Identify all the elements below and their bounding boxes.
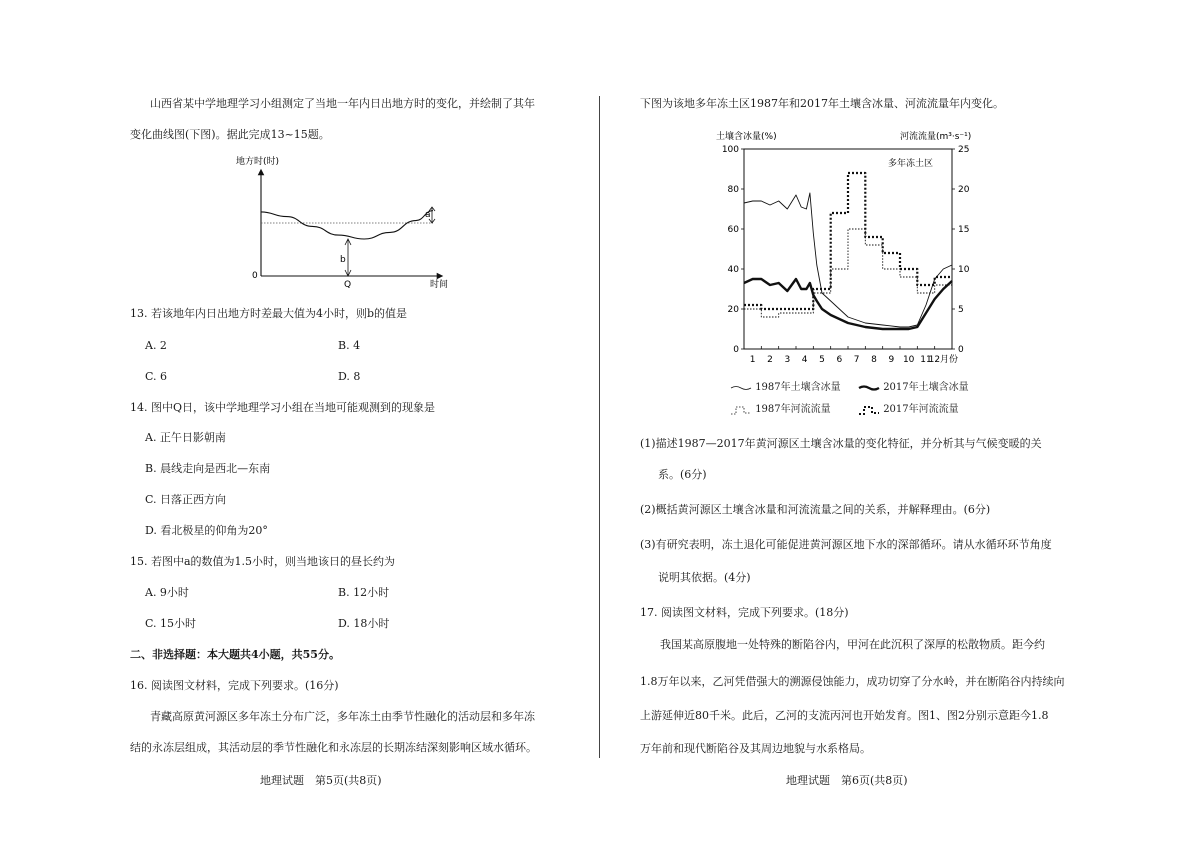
intro-line-1: 山西省某中学地理学习小组测定了当地一年内日出地方时的变化，并绘制了其年 (150, 97, 535, 110)
q17-line-2: 1.8万年以来，乙河凭借强大的溯源侵蚀能力，成功切穿了分水岭，并在断陷谷内持续向 (640, 675, 1065, 688)
q16-part-3-line-1: (3)有研究表明，冻土退化可能促进黄河源区地下水的深部循环。请从水循环环节角度 (640, 538, 1052, 551)
x-axis-tick-label: 5 (819, 355, 825, 365)
x-axis-tick-label: 8 (871, 355, 877, 365)
right-page (600, 0, 1200, 854)
right-axis-tick-label: 20 (958, 185, 970, 195)
section-2-heading: 二、非选择题：本大题共4小题，共55分。 (130, 648, 340, 661)
legend-2017-ice-label: 2017年土壤含冰量 (883, 382, 969, 393)
a-label: a (425, 210, 431, 220)
series-3 (744, 229, 952, 317)
sunrise-curve (261, 211, 433, 239)
q13-option-a: A. 2 (145, 339, 167, 352)
x-axis-tick-label: 3 (784, 355, 791, 365)
legend-2017-flow-swatch (858, 404, 880, 416)
x-axis-tick-label: 11 (920, 355, 932, 365)
right-axis-tick-label: 0 (958, 345, 964, 355)
q-label: Q (344, 280, 352, 290)
left-axis-tick-label: 40 (727, 265, 739, 275)
chart-right-axis-title: 河流流量(m³·s⁻¹) (900, 132, 972, 142)
q17-line-1: 我国某高原腹地一处特殊的断陷谷内，甲河在此沉积了深厚的松散物质。距今约 (660, 638, 1045, 651)
q16-part-3-line-2: 说明其依据。(4分) (658, 571, 751, 584)
right-axis-tick-label: 10 (958, 265, 970, 275)
right-axis-tick-label: 5 (958, 305, 964, 315)
legend-1987-ice-swatch (730, 383, 752, 393)
q14-option-a: A. 正午日影朝南 (145, 431, 226, 444)
origin-label: 0 (252, 271, 258, 281)
left-axis-tick-label: 80 (727, 185, 739, 195)
legend-2017-ice (858, 378, 969, 393)
q13-stem: 13. 若该地年内日出地方时差最大值为4小时，则b的值是 (130, 307, 408, 320)
x-axis-tick-label: 6 (836, 355, 843, 365)
legend-1987-flow (730, 400, 831, 416)
x-axis-tick-label: 7 (853, 355, 860, 365)
q13-option-d: D. 8 (338, 370, 361, 383)
q13-option-c: C. 6 (145, 370, 168, 383)
chart-title: 多年冻土区 (888, 159, 934, 169)
q15-stem: 15. 若图中a的数值为1.5小时，则当地该日的昼长约为 (130, 555, 396, 568)
x-axis-tick-label: 4 (801, 355, 808, 365)
left-axis-tick-label: 0 (733, 345, 739, 355)
legend-1987-ice-label: 1987年土壤含冰量 (755, 382, 841, 393)
series-2 (744, 279, 952, 329)
x-axis-tick-label: 10 (902, 355, 915, 365)
right-axis-tick-label: 15 (958, 225, 970, 235)
q17-stem: 17. 阅读图文材料，完成下列要求。(18分) (640, 606, 849, 619)
q15-option-c: C. 15小时 (145, 617, 197, 630)
right-page-footer: 地理试题 第6页(共8页) (786, 774, 908, 787)
q14-option-b: B. 晨线走向是西北—东南 (145, 462, 271, 475)
q16-paragraph-line-2: 结的永冻层组成，其活动层的季节性融化和永冻层的长期冻结深刻影响区域水循环。 (130, 741, 537, 754)
left-axis-tick-label: 100 (721, 145, 739, 155)
right-intro: 下图为该地多年冻土区1987年和2017年土壤含冰量、河流流量年内变化。 (640, 97, 1004, 110)
b-label: b (340, 255, 346, 265)
q16-part-1-line-1: (1)描述1987—2017年黄河源区土壤含冰量的变化特征，并分析其与气候变暖的关 (640, 437, 1042, 450)
x-axis-tick-label: 12月份 (928, 355, 959, 365)
legend-2017-flow-label: 2017年河流流量 (883, 404, 959, 415)
x-axis-tick-label: 2 (767, 355, 773, 365)
chart-series (744, 173, 952, 329)
y-axis-label: 地方时(时) (236, 157, 280, 167)
q15-option-d: D. 18小时 (338, 617, 390, 630)
q15-option-b: B. 12小时 (338, 586, 390, 599)
q15-option-a: A. 9小时 (145, 586, 189, 599)
left-page-footer: 地理试题 第5页(共8页) (260, 774, 382, 787)
q17-line-3: 上游延伸近80千米。此后，乙河的支流丙河也开始发育。图1、图2分别示意距今1.8 (640, 709, 1049, 722)
right-axis-tick-label: 25 (958, 145, 970, 155)
q14-option-c: C. 日落正西方向 (145, 493, 227, 506)
q16-part-1-line-2: 系。(6分) (658, 468, 707, 481)
q14-stem: 14. 图中Q日，该中学地理学习小组在当地可能观测到的现象是 (130, 401, 436, 414)
x-axis-tick-label: 1 (749, 355, 756, 365)
legend-2017-ice-swatch (858, 383, 880, 393)
legend-2017-flow (858, 400, 959, 416)
left-axis-tick-label: 20 (727, 305, 739, 315)
chart-left-axis-title: 土壤含冰量(%) (716, 132, 777, 142)
intro-line-2: 变化曲线图(下图)。据此完成13~15题。 (130, 128, 330, 141)
legend-1987-flow-swatch (730, 404, 752, 416)
q16-part-2: (2)概括黄河源区土壤含冰量和河流流量之间的关系，并解释理由。(6分) (640, 503, 991, 516)
x-axis-tick-label: 9 (888, 355, 895, 365)
legend-1987-ice (730, 378, 841, 393)
q13-option-b: B. 4 (338, 339, 361, 352)
q17-line-4: 万年前和现代断陷谷及其周边地貌与水系格局。 (640, 742, 871, 755)
q16-stem: 16. 阅读图文材料，完成下列要求。(16分) (130, 679, 339, 692)
series-4 (744, 173, 952, 309)
q14-option-d: D. 看北极星的仰角为20° (145, 524, 268, 537)
q16-paragraph-line-1: 青藏高原黄河源区多年冻土分布广泛，多年冻土由季节性融化的活动层和多年冻 (150, 710, 535, 723)
x-axis-label: 时间 (430, 280, 449, 290)
left-axis-tick-label: 60 (727, 225, 739, 235)
legend-1987-flow-label: 1987年河流流量 (755, 404, 831, 415)
figure-sunrise-time-chart (228, 152, 458, 292)
chart-ticks (722, 145, 970, 365)
